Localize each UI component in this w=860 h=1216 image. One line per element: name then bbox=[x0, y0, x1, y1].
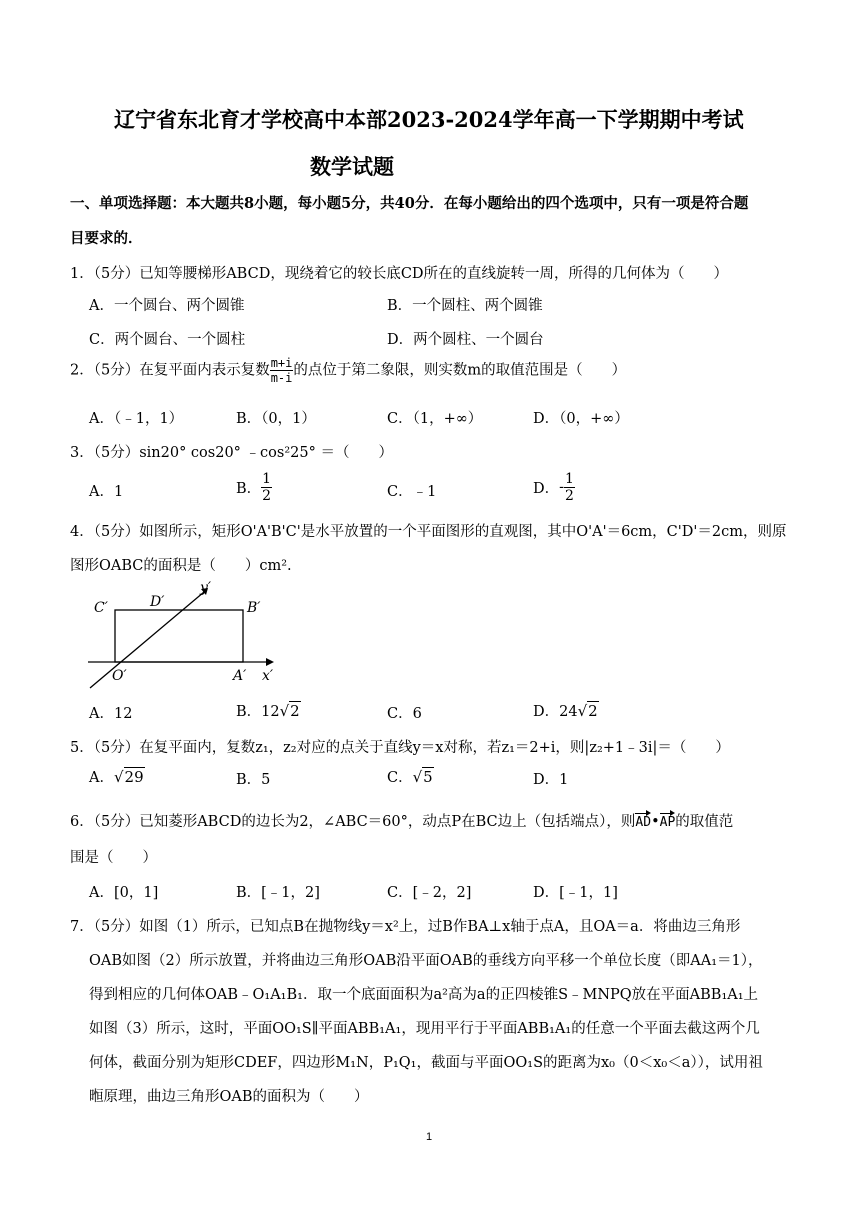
q4-label-o: O′ bbox=[112, 668, 127, 684]
sqrt-icon: √5 bbox=[412, 768, 433, 786]
q1-option-b: B．一个圆柱、两个圆锥 bbox=[387, 298, 543, 314]
q2-option-c: C．（1，+∞） bbox=[387, 411, 483, 427]
question-6-line1 bbox=[70, 810, 733, 831]
q4-option-c: C．6 bbox=[387, 706, 422, 722]
q4-label-y: y′ bbox=[200, 580, 212, 596]
q5-option-a bbox=[89, 766, 145, 787]
q4-option-a: A．12 bbox=[89, 706, 133, 722]
q4-option-b-radicand: 2 bbox=[290, 702, 300, 720]
question-5-stem: 5．（5分）在复平面内，复数z₁，z₂对应的点关于直线y＝x对称，若z₁＝2+i，则|z₂+1﹣3i|＝（ ） bbox=[70, 740, 730, 756]
section-heading-line1: 一、单项选择题：本大题共8小题，每小题5分，共40分．在每小题给出的四个选项中，只有一项是符合题 bbox=[70, 195, 749, 212]
q4-option-b-label: B． bbox=[236, 704, 262, 720]
question-2-stem bbox=[70, 357, 626, 384]
q6-vector-ad: AD bbox=[635, 815, 652, 830]
q3-d-num: 1 bbox=[565, 471, 574, 487]
question-7-line1: 7．（5分）如图（1）所示，已知点B在抛物线y＝x²上，过B作BA⊥x轴于点A，且OA＝a．将曲边三角形 bbox=[70, 919, 741, 935]
sqrt-icon: √2 bbox=[577, 702, 598, 720]
q2-fraction-den: m-i bbox=[270, 371, 293, 385]
q5-option-a-radicand: 29 bbox=[124, 768, 144, 786]
q4-label-x: x′ bbox=[262, 668, 274, 684]
question-7-line5: 何体，截面分别为矩形CDEF，四边形M₁N，P₁Q₁，截面与平面OO₁S的距离为x₀（0＜x₀＜a）），试用祖 bbox=[89, 1055, 763, 1071]
q4-option-d bbox=[533, 700, 599, 721]
q4-option-d-coef: 24 bbox=[559, 704, 578, 720]
q5-option-c-radicand: 5 bbox=[423, 768, 433, 786]
q2-suffix: 的点位于第二象限，则实数m的取值范围是（ ） bbox=[293, 362, 627, 379]
q6-line1-suffix: 的取值范 bbox=[675, 814, 734, 830]
q1-option-c: C．两个圆台、一个圆柱 bbox=[89, 332, 246, 348]
q6-option-b: B．[﹣1，2] bbox=[236, 885, 320, 901]
question-4-line1: 4．（5分）如图所示，矩形O'A'B'C'是水平放置的一个平面图形的直观图，其中O'A'＝6cm，C'D'＝2cm，则原 bbox=[70, 524, 787, 540]
q3-option-d-sign: - bbox=[559, 479, 565, 496]
q5-option-c bbox=[387, 766, 434, 787]
q2-prefix: 2．（5分）在复平面内表示复数 bbox=[70, 362, 270, 379]
sqrt-icon: √2 bbox=[279, 702, 300, 720]
q6-dot: • bbox=[651, 814, 660, 830]
page-number: 1 bbox=[426, 1131, 433, 1143]
question-7-line4: 如图（3）所示，这时，平面OO₁S∥平面ABB₁A₁，现用平行于平面ABB₁A₁的任意一个平面去截这两个几 bbox=[89, 1021, 760, 1037]
q4-option-b-coef: 12 bbox=[261, 704, 280, 720]
q6-option-d: D．[﹣1，1] bbox=[533, 885, 618, 901]
q2-fraction bbox=[270, 357, 294, 384]
q5-option-b: B．5 bbox=[236, 772, 271, 788]
q6-line1-prefix: 6．（5分）已知菱形ABCD的边长为2，∠ABC＝60°，动点P在BC边上（包括端点），则 bbox=[70, 814, 636, 830]
q4-label-b: B′ bbox=[247, 600, 261, 616]
q3-b-num: 1 bbox=[262, 471, 272, 487]
q6-option-a: A．[0，1] bbox=[89, 885, 159, 901]
question-4-line2: 图形OABC的面积是（ ）cm². bbox=[70, 558, 292, 574]
q1-option-a: A．一个圆台、两个圆锥 bbox=[89, 298, 245, 314]
q6-option-c: C．[﹣2，2] bbox=[387, 885, 472, 901]
sqrt-icon: √29 bbox=[113, 768, 144, 786]
q3-option-b-label: B． bbox=[236, 481, 262, 497]
q4-x-axis-arrow bbox=[266, 658, 274, 666]
q4-option-d-radicand: 2 bbox=[588, 702, 598, 720]
q2-option-b: B．（0，1） bbox=[236, 411, 316, 427]
q3-option-d bbox=[533, 472, 575, 503]
page-title-line1: 辽宁省东北育才学校高中本部2023-2024学年高一下学期期中考试 bbox=[114, 107, 744, 132]
question-7-line2: OAB如图（2）所示放置，并将曲边三角形OAB沿平面OAB的垂线方向平移一个单位长度（即AA₁＝1）， bbox=[89, 953, 763, 969]
q4-label-a: A′ bbox=[233, 668, 247, 684]
q4-label-d: D′ bbox=[150, 594, 165, 610]
q3-option-d-fraction bbox=[564, 472, 575, 503]
question-7-line3: 得到相应的几何体OAB﹣O₁A₁B₁．取一个底面面积为a²高为a的正四棱锥S﹣MNPQ放在平面ABB₁A₁上 bbox=[89, 987, 759, 1003]
q3-option-c: C．﹣1 bbox=[387, 484, 437, 500]
q6-vector-ap: AP bbox=[659, 815, 676, 830]
q3-b-den: 2 bbox=[262, 488, 272, 504]
q5-option-c-label: C． bbox=[387, 770, 413, 786]
q4-option-d-label: D． bbox=[533, 704, 560, 720]
q3-option-b-fraction bbox=[261, 472, 272, 503]
q3-option-a: A．1 bbox=[89, 484, 124, 500]
question-6-line2: 围是（ ） bbox=[70, 850, 157, 866]
q5-option-d: D．1 bbox=[533, 772, 569, 788]
q4-figure bbox=[80, 576, 290, 694]
q2-option-d: D．（0，+∞） bbox=[533, 411, 629, 427]
q2-fraction-num: m+i bbox=[270, 356, 293, 370]
question-7-line6: 暅原理，曲边三角形OAB的面积为（ ） bbox=[89, 1089, 369, 1105]
q4-label-c: C′ bbox=[94, 600, 108, 616]
section-heading-line2: 目要求的． bbox=[70, 230, 143, 247]
q4-option-b bbox=[236, 700, 301, 721]
q3-option-d-label: D． bbox=[533, 481, 560, 497]
q3-d-den: 2 bbox=[565, 488, 574, 504]
q2-option-a: A．（﹣1，1） bbox=[89, 411, 184, 427]
q5-option-a-label: A． bbox=[89, 770, 114, 786]
q1-option-d: D．两个圆柱、一个圆台 bbox=[387, 332, 544, 348]
q4-rectangle bbox=[115, 610, 243, 662]
q3-option-b bbox=[236, 472, 272, 503]
question-3-stem: 3．（5分）sin20° cos20° ﹣cos²25° ＝（ ） bbox=[70, 445, 393, 461]
question-1-stem: 1．（5分）已知等腰梯形ABCD，现绕着它的较长底CD所在的直线旋转一周，所得的几何体为（ ） bbox=[70, 266, 729, 282]
page-title-line2: 数学试题 bbox=[310, 154, 394, 179]
